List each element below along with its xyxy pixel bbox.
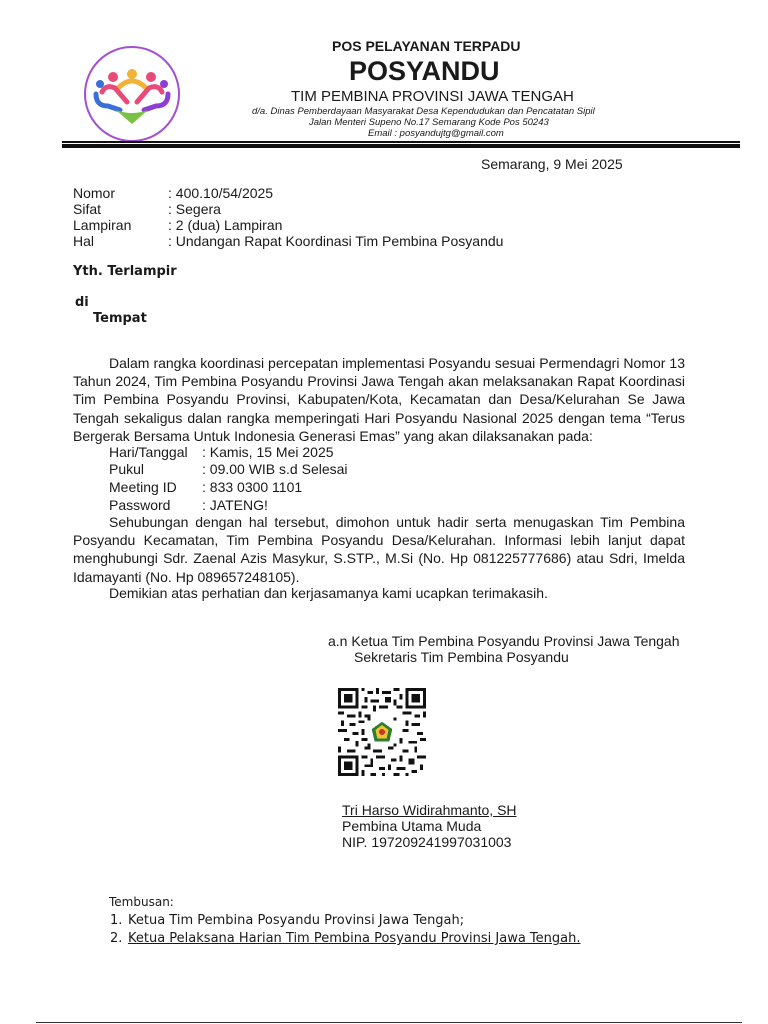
cc-item-number: 1.	[110, 913, 123, 928]
letterhead-rule-thick	[62, 144, 740, 148]
signature-on-behalf: a.n Ketua Tim Pembina Posyandu Provinsi Jawa Tengah	[328, 633, 680, 649]
detail-label: Hari/Tanggal	[109, 444, 188, 460]
detail-label: Pukul	[109, 461, 145, 477]
meta-value: : Undangan Rapat Koordinasi Tim Pembina Posyandu	[168, 233, 504, 249]
meta-label: Sifat	[73, 201, 102, 217]
signature-qr-code	[337, 688, 427, 776]
letterhead-org: POS PELAYANAN TERPADU	[332, 38, 521, 54]
body-intro	[73, 354, 685, 445]
letterhead-team: TIM PEMBINA PROVINSI JAWA TENGAH	[291, 88, 574, 105]
letterhead-name: POSYANDU	[349, 56, 500, 86]
body-intro-text: Dalam rangka koordinasi percepatan implementasi Posyandu sesuai Permendagri Nomor 13 Tahun 2024, Tim Pembina Posyandu Provinsi Jawa Tengah akan melaksanakan Rapat Koordinasi Tim Pembina Posyandu Provinsi, Kabupaten/Kota, Kecamatan dan Desa/Kelurahan Se Jawa Tengah sekaligus dalan rangka memperingati Hari Posyandu Nasional 2025 dengan tema “Terus Bergerak Bersama Untuk Indonesia Generasi Emas” yang akan dilaksanakan pada:	[73, 355, 685, 444]
cc-item-number: 2.	[110, 931, 123, 946]
letter-date: Semarang, 9 Mei 2025	[481, 156, 623, 172]
letterhead-office: d/a. Dinas Pemberdayaan Masyarakat Desa Kependudukan dan Pencatatan Sipil	[252, 106, 595, 117]
page-bottom-rule	[36, 1022, 742, 1023]
detail-label: Password	[109, 497, 171, 513]
cc-title: Tembusan:	[109, 895, 174, 909]
detail-value: : Kamis, 15 Mei 2025	[202, 444, 334, 460]
signature-nip: NIP. 197209241997031003	[342, 834, 512, 850]
recipient-di: di	[75, 295, 89, 310]
detail-label: Meeting ID	[109, 479, 177, 495]
body-followup-text: Sehubungan dengan hal tersebut, dimohon untuk hadir serta menugaskan Tim Pembina Posyandu Kecamatan, Tim Pembina Posyandu Desa/Kelurahan. Informasi lebih lanjut dapat menghubungi Sdr. Zaenal Azis Masykur, S.STP., M.Si (No. Hp 081225777686) atau Sdri, Imelda Idamayanti (No. Hp 089657248105).	[73, 514, 685, 585]
signature-name: Tri Harso Widirahmanto, SH	[342, 802, 517, 818]
meta-label: Lampiran	[73, 217, 132, 233]
meta-value: : 2 (dua) Lampiran	[168, 217, 283, 233]
letterhead-email: Email : posyandujtg@gmail.com	[368, 128, 504, 139]
recipient-to: Yth. Terlampir	[73, 264, 177, 279]
signature-position: Sekretaris Tim Pembina Posyandu	[354, 649, 569, 665]
meta-label: Hal	[73, 233, 95, 249]
posyandu-logo	[82, 44, 182, 144]
signature-rank: Pembina Utama Muda	[342, 818, 482, 834]
body-closing-text: Demikian atas perhatian dan kerjasamanya kami ucapkan terimakasih.	[109, 585, 548, 601]
recipient-place: Tempat	[93, 311, 147, 326]
detail-value: : 09.00 WIB s.d Selesai	[202, 461, 348, 477]
meta-label: Nomor	[73, 185, 116, 201]
body-followup	[73, 513, 685, 586]
body-closing	[73, 584, 685, 602]
cc-item-text: Ketua Tim Pembina Posyandu Provinsi Jawa Tengah;	[128, 913, 465, 928]
cc-item-text: Ketua Pelaksana Harian Tim Pembina Posyandu Provinsi Jawa Tengah.	[128, 931, 581, 946]
letterhead-rule-thin	[62, 141, 740, 143]
meta-value: : Segera	[168, 201, 221, 217]
detail-value: : 833 0300 1101	[202, 479, 303, 495]
letterhead-address: Jalan Menteri Supeno No.17 Semarang Kode Pos 50243	[309, 117, 549, 128]
detail-value: : JATENG!	[202, 497, 268, 513]
meta-value: : 400.10/54/2025	[168, 185, 274, 201]
